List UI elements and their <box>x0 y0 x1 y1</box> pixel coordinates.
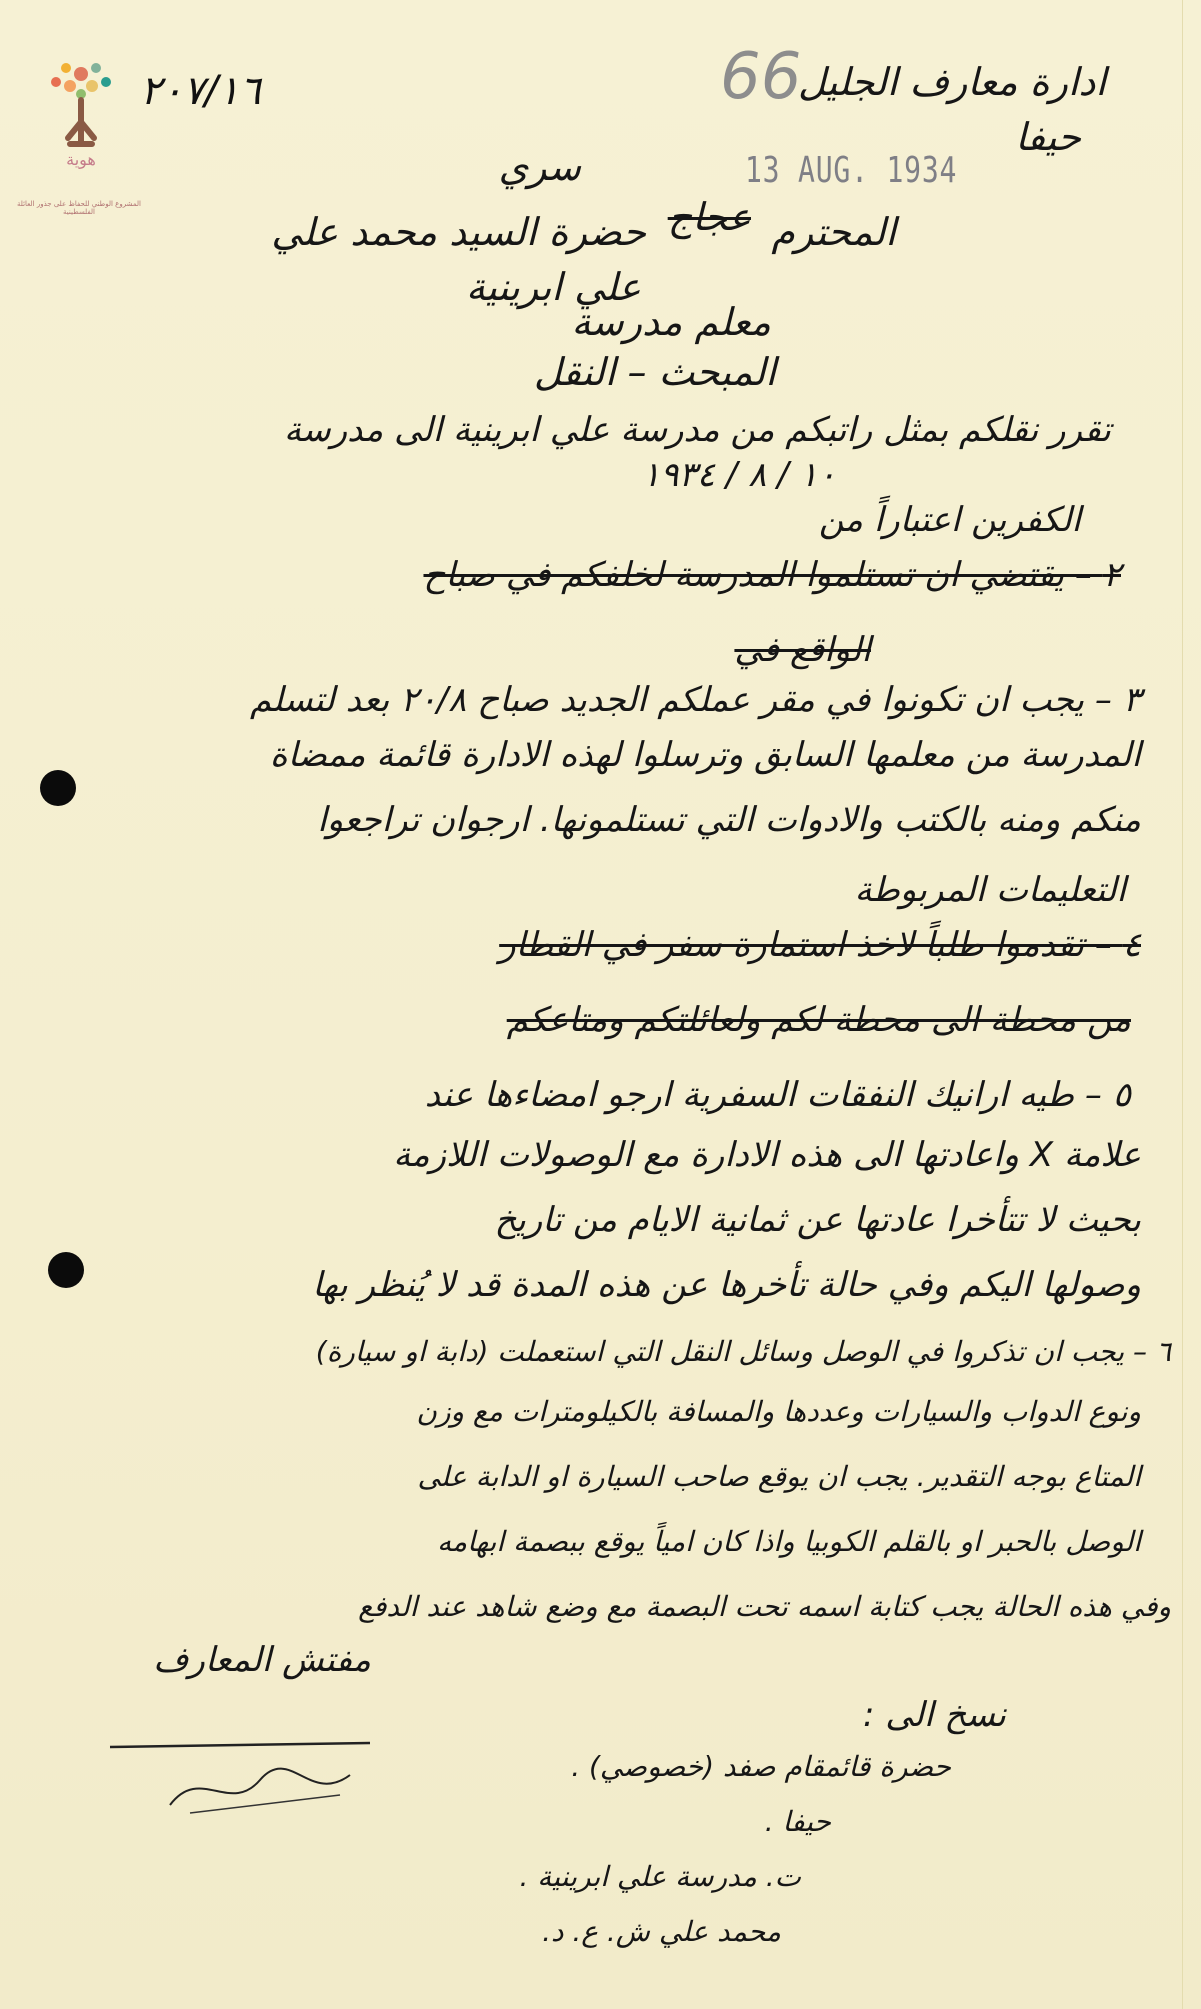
tree-logo-icon <box>40 52 122 162</box>
page-edge <box>1182 0 1183 2009</box>
pencil-folio-number: 66 <box>720 40 802 114</box>
addressee-honorific: المحترم <box>771 210 896 254</box>
subject-line: المبحث – النقل <box>533 350 776 394</box>
copies-line-4: محمد علي ش. ع. د. <box>542 1915 781 1948</box>
body-paragraph-6-line-2: ونوع الدواب والسيارات وعددها والمسافة بالكيلومترات مع وزن <box>416 1395 1141 1428</box>
body-paragraph-4-line-1: ٤ – تقدموا طلباً لاخذ استمارة سفر في القطار <box>499 925 1141 965</box>
logo-title: هوية <box>66 150 96 169</box>
body-paragraph-2-struck: ٢ – يقتضي ان تستلموا المدرسة لخلفكم في صباح <box>423 555 1121 595</box>
body-paragraph-3-line-2: المدرسة من معلمها السابق وترسلوا لهذه الادارة قائمة ممضاة <box>269 735 1141 775</box>
body-paragraph-5-line-4: وصولها اليكم وفي حالة تأخرها عن هذه المدة قد لا يُنظر بها <box>312 1265 1141 1305</box>
copies-heading: نسخ الى : <box>863 1695 1006 1735</box>
copies-line-3: ت. مدرسة علي ابرينية . <box>519 1860 801 1893</box>
date-stamp: 13 AUG. 1934 <box>745 150 958 191</box>
copies-line-1: حضرة قائمقام صفد (خصوصي) . <box>571 1750 951 1783</box>
transfer-date: ١٠ / ٨ / ١٩٣٤ <box>642 455 836 495</box>
body-paragraph-3-line-3: منكم ومنه بالكتب والادوات التي تستلمونها. ارجوان تراجعوا <box>317 800 1141 840</box>
punch-hole-bottom <box>48 1252 84 1288</box>
signatory-title: مفتش المعارف <box>153 1640 371 1680</box>
logo-subtitle: المشروع الوطني للحفاظ على جذور العائلة الفلسطينية <box>17 200 141 216</box>
body-paragraph-6-line-1: ٦ – يجب ان تذكروا في الوصل وسائل النقل التي استعملت (دابة او سيارة) <box>315 1335 1171 1368</box>
punch-hole-top <box>40 770 76 806</box>
reference-number: ٢٠٧/١٦ <box>140 68 261 114</box>
sender-office: ادارة معارف الجليل <box>798 60 1106 104</box>
copies-line-2: حيفا . <box>764 1805 831 1838</box>
signature-scribble-icon <box>100 1735 390 1825</box>
body-paragraph-3-line-4: التعليمات المربوطة <box>854 870 1126 910</box>
body-paragraph-5-line-3: بحيث لا تتأخرا عادتها عن ثمانية الايام من تاريخ <box>494 1200 1141 1240</box>
body-paragraph-1: تقرر نقلكم بمثل راتبكم من مدرسة علي ابرينية الى مدرسة <box>284 410 1111 450</box>
body-paragraph-6-line-5: وفي هذه الحالة يجب كتابة اسمه تحت البصمة مع وضع شاهد عند الدفع <box>358 1590 1171 1623</box>
body-paragraph-2-note: الواقع في <box>734 630 871 670</box>
body-paragraph-1-cont: الكفرين اعتباراً من <box>818 500 1081 540</box>
addressee-struck-name: عجاج <box>667 195 751 239</box>
body-paragraph-5-line-2: علامة X واعادتها الى هذه الادارة مع الوصولات اللازمة <box>393 1135 1141 1175</box>
classification-mark: سري <box>498 145 581 189</box>
sender-city: حيفا <box>1015 115 1081 159</box>
body-paragraph-6-line-3: المتاع بوجه التقدير. يجب ان يوقع صاحب السيارة او الدابة على <box>417 1460 1141 1493</box>
body-paragraph-6-line-4: الوصل بالحبر او بالقلم الكوبيا واذا كان امياً يوقع ببصمة ابهامه <box>437 1525 1141 1558</box>
body-paragraph-3-line-1: ٣ – يجب ان تكونوا في مقر عملكم الجديد صباح ٢٠/٨ بعد لتسلم <box>250 680 1141 720</box>
addressee-role: معلم مدرسة <box>571 300 771 344</box>
body-paragraph-4-line-2: من محطة الى محطة لكم ولعائلتكم ومتاعكم <box>506 1000 1131 1040</box>
addressee-school: علي ابرينية <box>466 265 641 309</box>
addressee-name: حضرة السيد محمد علي <box>271 210 646 254</box>
body-paragraph-5-line-1: ٥ – طيه ارانيك النفقات السفرية ارجو امضاءها عند <box>424 1075 1131 1115</box>
